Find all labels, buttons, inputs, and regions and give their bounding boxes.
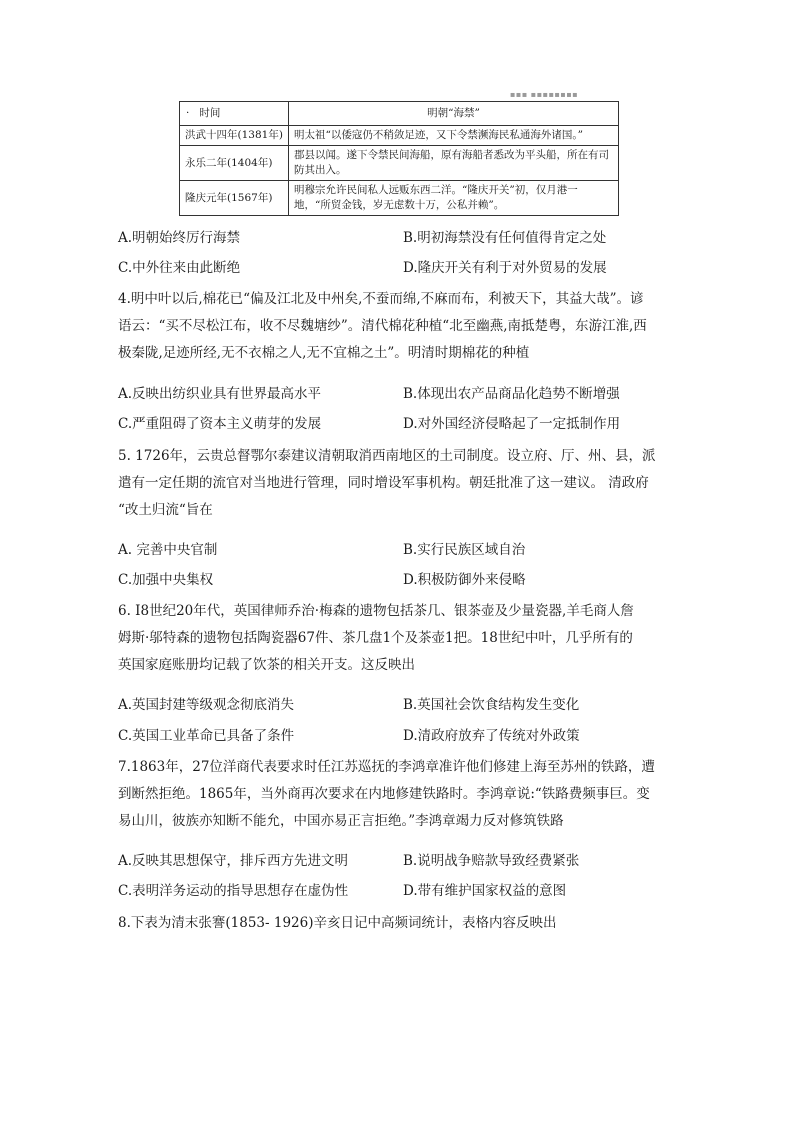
haijin-table [179, 101, 619, 215]
q6-stem-line: 6. I8世纪20年代，英国律师乔治·梅森的遗物包括茶几、银茶壶及少量瓷器,羊毛商人詹 [118, 603, 634, 619]
faded-header-text: ▪▪▪ ▪▪▪▪▪▪▪▪ [510, 90, 579, 99]
q5-option-b: B.实行民族区域自治 [403, 542, 526, 558]
table-row [180, 181, 619, 216]
history-table [179, 101, 619, 216]
q6-stem [118, 598, 678, 679]
q3-option-a: A.明朝始终厉行海禁 [118, 230, 241, 246]
table-row [180, 146, 619, 181]
q4-stem-line: 语云：“买不尽松江布，收不尽魏塘纱”。清代棉花种植“北至幽燕,南抵楚粤，东游江淮,西 [118, 318, 647, 334]
q7-option-a: A.反映其思想保守，排斥西方先进文明 [118, 853, 349, 869]
header-policy: 明朝“海禁” [289, 102, 619, 126]
q6-option-a: A.英国封建等级观念彻底消失 [118, 697, 295, 713]
row-policy: 郡县以闻。遂下令禁民间海船，原有海船者悉改为平头船，所在有司防其出入。 [289, 146, 619, 181]
q7-stem-line: 到断然拒绝。1865年，当外商再次要求在内地修建铁路时。李鸿章说:“铁路费频事巨。变 [118, 786, 650, 802]
q7-option-c: C.表明洋务运动的指导思想存在虚伪性 [118, 883, 349, 899]
q5-stem-line: “改土归流“旨在 [118, 502, 213, 518]
q8-stem-line: 8.下表为清末张謇(1853- 1926)辛亥日记中高频词统计，表格内容反映出 [118, 915, 557, 931]
q5-option-c: C.加强中央集权 [118, 572, 214, 588]
q3-option-d: D.隆庆开关有利于对外贸易的发展 [403, 260, 607, 276]
q3-option-c: C.中外往来由此断绝 [118, 260, 241, 276]
q5-stem-line: 遣有一定任期的流官对当地进行管理，同时增设军事机构。朝廷批准了这一建议。 清政府 [118, 475, 649, 491]
q6-stem-line: 英国家庭账册均记载了饮茶的相关开支。这反映出 [118, 657, 415, 673]
row-policy: 明太祖“以倭寇仍不稍敛足迹，又下令禁濒海民私通海外诸国。” [289, 126, 619, 146]
q4-option-d: D.对外国经济侵略起了一定抵制作用 [403, 416, 621, 432]
row-time: 永乐二年(1404年) [180, 146, 289, 181]
q3-option-b: B.明初海禁没有任何值得肯定之处 [403, 230, 607, 246]
row-policy: 明穆宗允许民间私人远贩东西二洋。“隆庆开关”初，仅月港一地，“所贸金钱，岁无虑数十万，公私并赖”。 [289, 181, 619, 216]
q5-option-d: D.积极防御外来侵略 [403, 572, 526, 588]
row-time: 洪武十四年(1381年) [180, 126, 289, 146]
q5-option-a: A. 完善中央官制 [118, 542, 218, 558]
q4-option-c: C.严重阻碍了资本主义萌芽的发展 [118, 416, 322, 432]
q6-option-d: D.清政府放弃了传统对外政策 [403, 728, 580, 744]
q7-option-d: D.带有维护国家权益的意图 [403, 883, 567, 899]
q8-stem [118, 910, 678, 937]
q4-stem-line: 4.明中叶以后,棉花已“偏及江北及中州矣,不蚕而绵,不麻而布，利被天下，其益大哉”。谚 [118, 291, 644, 307]
q6-option-b: B.英国社会饮食结构发生变化 [403, 697, 580, 713]
q7-stem-line: 7.1863年，27位洋商代表要求时任江苏巡抚的李鸿章准许他们修建上海至苏州的铁路，遭 [118, 759, 655, 775]
q4-stem [118, 286, 678, 367]
q7-stem [118, 754, 678, 835]
table-row [180, 126, 619, 146]
row-time: 隆庆元年(1567年) [180, 181, 289, 216]
q6-option-c: C.英国工业革命已具备了条件 [118, 728, 295, 744]
q6-stem-line: 姆斯·邬特森的遗物包括陶瓷器67件、茶几盘1个及茶壶1把。18世纪中叶，几乎所有的 [118, 630, 633, 646]
header-marker: · [186, 107, 190, 119]
header-time [180, 102, 289, 126]
q5-stem [118, 443, 678, 524]
table-header-row [180, 102, 619, 126]
q7-option-b: B.说明战争赔款导致经费紧张 [403, 853, 580, 869]
header-time-label: 时间 [199, 107, 221, 119]
q4-stem-line: 极秦陇,足迹所经,无不衣棉之人,无不宜棉之土”。明清时期棉花的种植 [118, 345, 530, 361]
q7-stem-line: 易山川，彼族亦知断不能允，中国亦易正言拒绝。”李鸿章竭力反对修筑铁路 [118, 813, 564, 829]
q5-stem-line: 5. 1726年，云贵总督鄂尔泰建议清朝取消西南地区的土司制度。设立府、厅、州、县，派 [118, 448, 656, 464]
q4-option-a: A.反映出纺织业具有世界最高水平 [118, 386, 322, 402]
q4-option-b: B.体现出农产品商品化趋势不断增强 [403, 386, 620, 402]
